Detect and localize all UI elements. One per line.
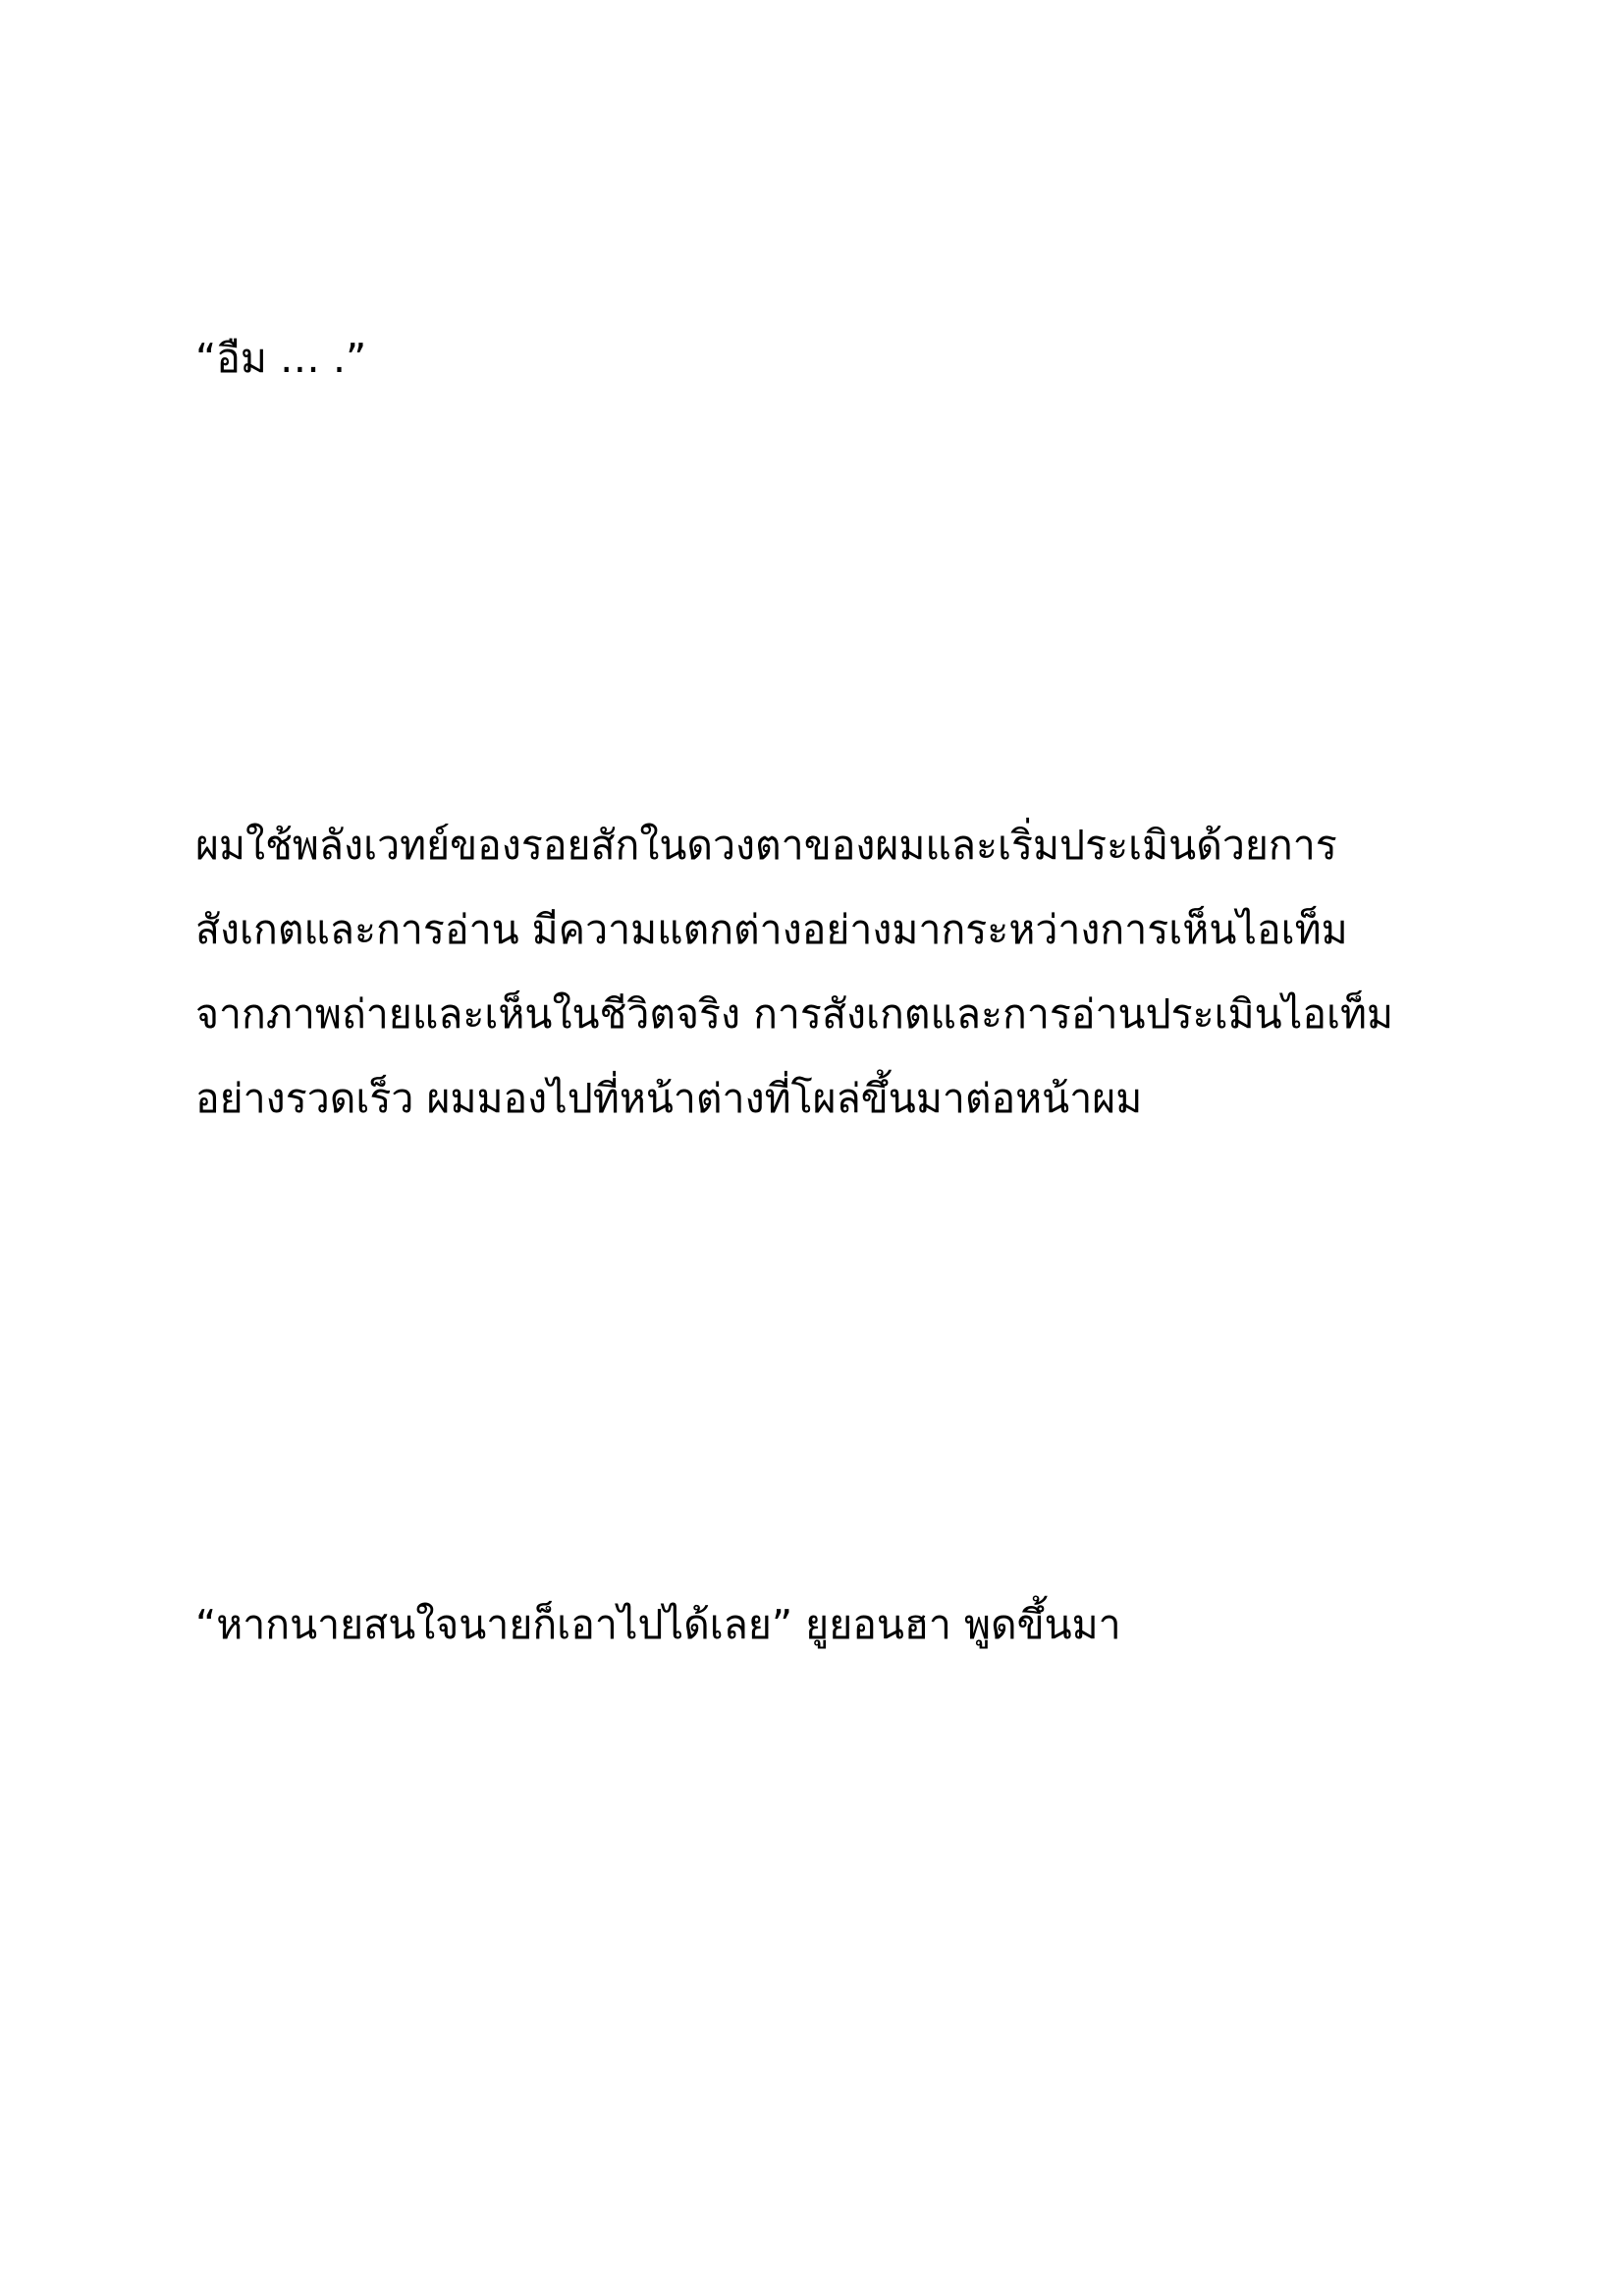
paragraph-dialogue-hmm	[195, 316, 1472, 400]
text-line: จากภาพถ่ายและเห็นในชีวิตจริง การสังเกตและการอ่านประเมินไอเท็ม	[195, 990, 1394, 1038]
paragraph-dialogue-offer	[195, 1582, 1472, 1667]
text-line: สังเกตและการอ่าน มีความแตกต่างอย่างมากระหว่างการเห็นไอเท็ม	[195, 906, 1348, 953]
text-line: “หากนายสนใจนายก็เอาไปได้เลย” ยูยอนฮา พูดขึ้นมา	[195, 1601, 1121, 1648]
text-line: ผมใช้พลังเวทย์ของรอยสักในดวงตาของผมและเริ่มประเมินด้วยการ	[195, 822, 1337, 869]
text-line: “อืม … .”	[195, 335, 367, 382]
paragraph-narration	[195, 803, 1472, 1141]
text-line: อย่างรวดเร็ว ผมมองไปที่หน้าต่างที่โผล่ขึ้นมาต่อหน้าผม	[195, 1075, 1143, 1122]
